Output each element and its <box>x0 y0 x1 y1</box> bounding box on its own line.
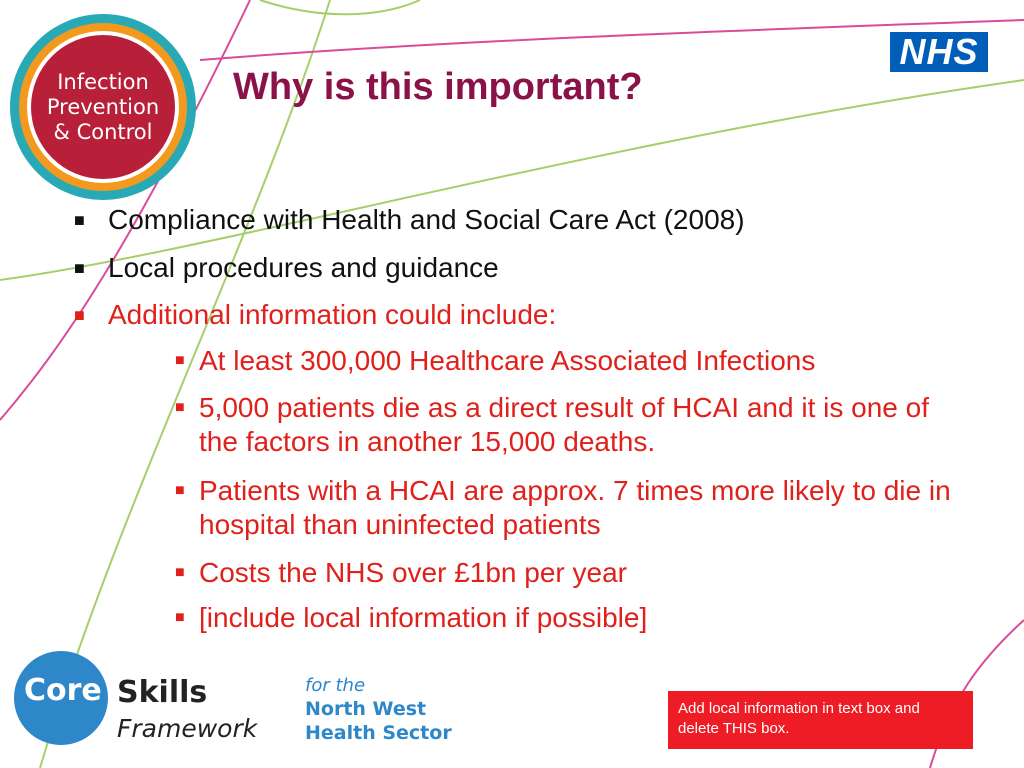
notice-text-box[interactable]: Add local information in text box and delete THIS box. <box>668 691 973 749</box>
sub-list-item <box>175 556 969 590</box>
list-item <box>74 251 499 285</box>
sub-list-item-text: At least 300,000 Healthcare Associated Infections <box>199 345 816 376</box>
sub-list-item-text: 5,000 patients die as a direct result of HCAI and it is one of the factors in another 15,000 deaths. <box>199 392 929 457</box>
core-word: Core <box>24 673 102 708</box>
bullet-marker-icon: ■ <box>74 305 85 325</box>
list-item-text: Compliance with Health and Social Care Act (2008) <box>108 204 745 235</box>
slide-title: Why is this important? <box>233 66 643 108</box>
badge-line: Prevention <box>46 94 160 119</box>
skills-word: Skills <box>117 675 208 710</box>
bullet-marker-icon: ■ <box>175 609 185 626</box>
bullet-marker-icon: ■ <box>175 564 185 581</box>
bullet-marker-icon: ■ <box>175 352 185 369</box>
sub-list-item-text: Patients with a HCAI are approx. 7 times more likely to die in hospital than uninfected patients <box>199 475 951 540</box>
bullet-marker-icon: ■ <box>74 258 85 278</box>
sub-list-item <box>175 601 969 635</box>
list-item-text: Local procedures and guidance <box>108 252 499 283</box>
list-item <box>74 298 557 332</box>
badge-line: Infection <box>57 69 149 94</box>
north-west-text: North West <box>305 698 427 720</box>
sub-list-item-text: [include local information if possible] <box>199 602 648 633</box>
sub-list-item-text: Costs the NHS over £1bn per year <box>199 557 627 588</box>
list-item <box>74 203 745 237</box>
badge-line: & Control <box>53 119 153 144</box>
bullet-marker-icon: ■ <box>74 210 85 230</box>
nhs-logo: NHS <box>890 32 988 72</box>
list-item-text: Additional information could include: <box>108 299 557 330</box>
framework-word: Framework <box>117 714 258 743</box>
for-the-text: for the <box>305 675 366 696</box>
bullet-marker-icon: ■ <box>175 399 185 416</box>
sub-list-item <box>175 344 969 378</box>
health-sector-text: Health Sector <box>305 722 452 744</box>
bullet-marker-icon: ■ <box>175 482 185 499</box>
sub-list-item <box>175 391 969 459</box>
sub-list-item <box>175 474 969 542</box>
north-west-block <box>305 675 452 745</box>
